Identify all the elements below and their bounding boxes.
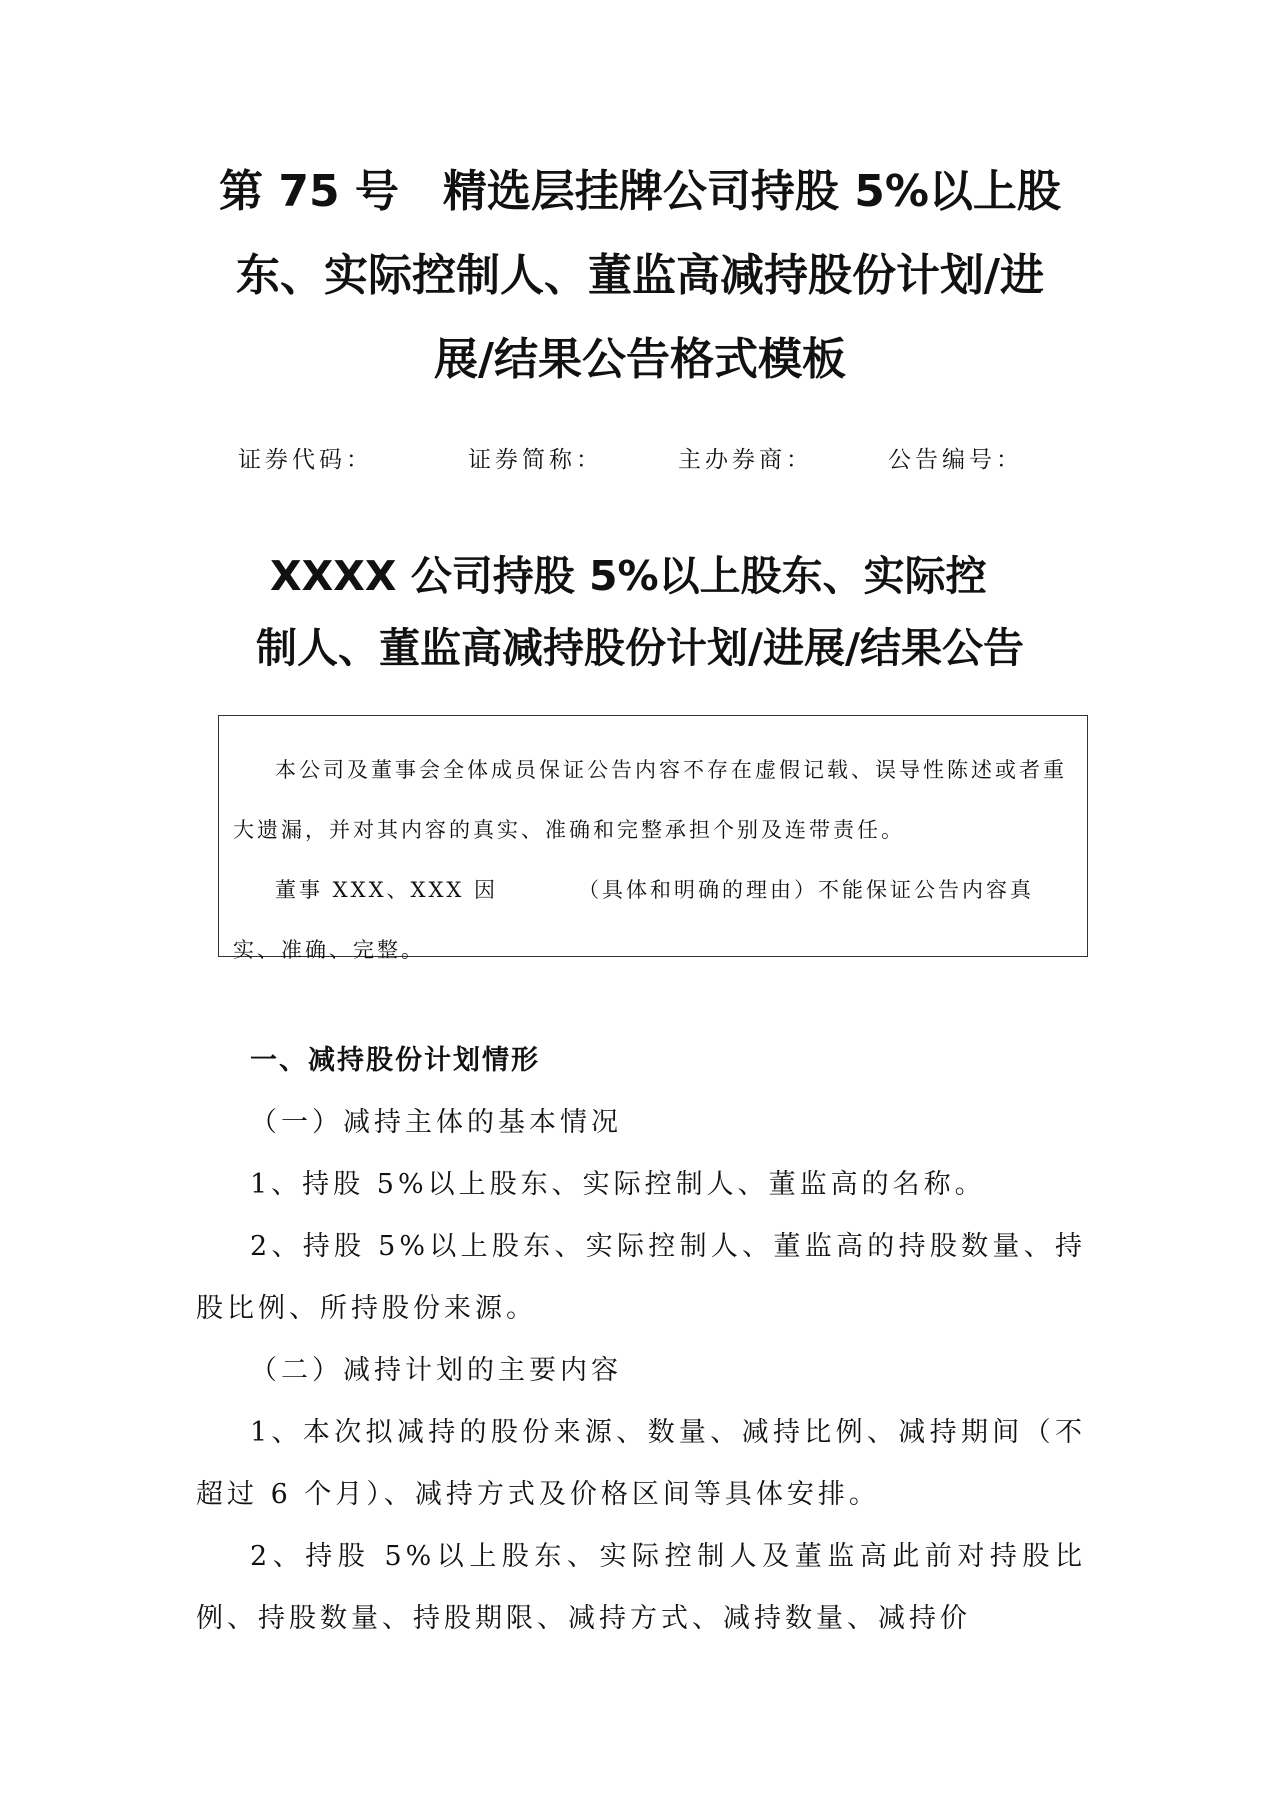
announcement-title [190,540,1090,684]
announcement-title-line-1: XXXX 公司持股 5%以上股东、实际控 [270,552,987,600]
document-body [196,1030,1086,1650]
section-heading-1: 一、减持股份计划情形 [250,1045,540,1076]
item-2-2: 2、持股 5%以上股东、实际控制人及董监高此前对持股比例、持股数量、持股期限、减持方式、减持数量、减持价 [196,1541,1086,1634]
notice-p2-after: （具体和明确的理由）不能保证公告内容真实、准确、完整。 [233,878,1035,962]
meta-row [238,440,1058,480]
notice-p2-before: 董事 XXX、XXX 因 [275,878,499,902]
template-title [180,150,1100,402]
subsection-heading-2: （二）减持计划的主要内容 [250,1355,622,1386]
sponsor-label: 主办券商： [678,447,813,473]
item-1-2: 2、持股 5%以上股东、实际控制人、董监高的持股数量、持股比例、所持股份来源。 [196,1231,1086,1324]
template-title-line-1: 第 75 号 精选层挂牌公司持股 5%以上股 [219,166,1061,217]
notice-paragraph-1: 本公司及董事会全体成员保证公告内容不存在虚假记载、误导性陈述或者重大遗漏，并对其内容的真实、准确和完整承担个别及连带责任。 [233,758,1067,842]
item-2-1: 1、本次拟减持的股份来源、数量、减持比例、减持期间（不超过 6 个月）、减持方式及价格区间等具体安排。 [196,1417,1086,1510]
template-title-line-3: 展/结果公告格式模板 [433,334,847,385]
notice-paragraph-2 [233,860,1073,980]
announcement-number-label: 公告编号： [888,447,1023,473]
board-guarantee-notice [218,715,1088,962]
security-code-label: 证券代码： [238,447,373,473]
subsection-heading-1: （一）减持主体的基本情况 [250,1107,622,1138]
announcement-title-line-2: 制人、董监高减持股份计划/进展/结果公告 [256,624,1024,672]
security-name-label: 证券简称： [468,447,603,473]
template-title-line-2: 东、实际控制人、董监高减持股份计划/进 [235,250,1045,301]
item-1-1: 1、持股 5%以上股东、实际控制人、董监高的名称。 [250,1169,986,1200]
